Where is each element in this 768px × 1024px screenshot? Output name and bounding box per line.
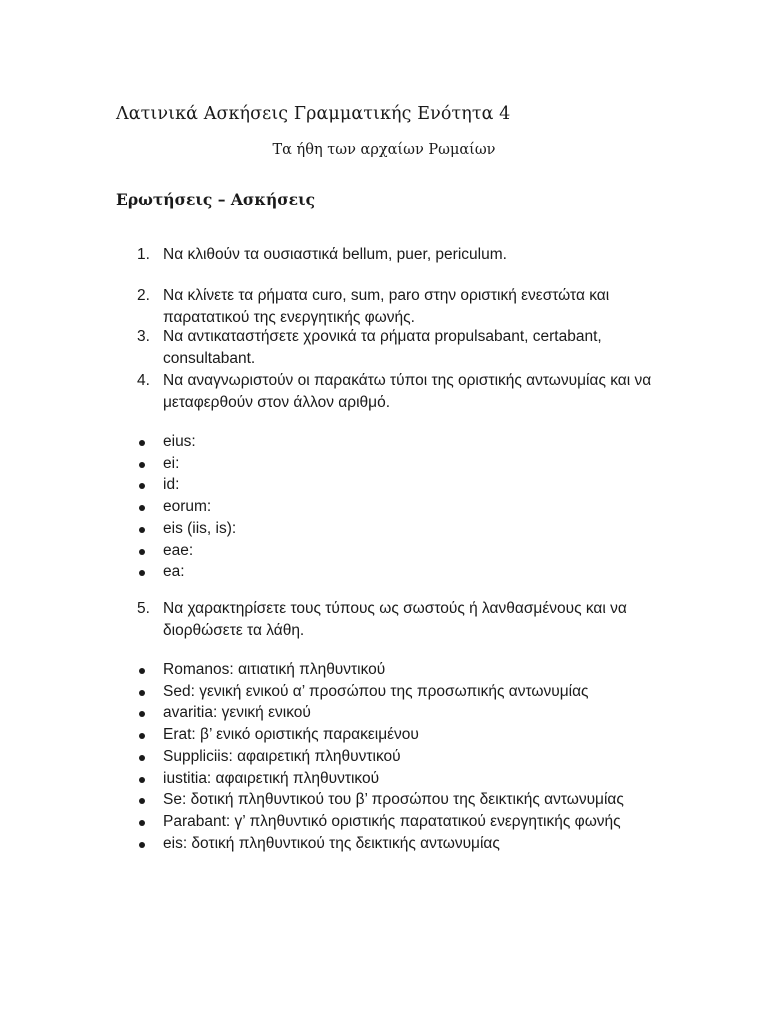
list-item: eorum: <box>137 496 697 518</box>
question-number: 3. <box>137 328 150 345</box>
question-number: 5. <box>137 600 150 617</box>
bullet-icon <box>139 505 145 511</box>
list-item: eis: δοτική πληθυντικού της δεικτικής αντωνυμίας <box>137 833 697 855</box>
list-item: eae: <box>137 540 697 562</box>
list-item: eis (iis, is): <box>137 518 697 540</box>
list-item: Romanos: αιτιατική πληθυντικού <box>137 659 697 681</box>
question-text: Να αναγνωριστούν οι παρακάτω τύποι της οριστικής αντωνυμίας και να μεταφερθούν στον άλλον αριθμό. <box>163 372 652 411</box>
document-title: Λατινικά Ασκήσεις Γραμματικής Ενότητα 4 <box>116 104 511 124</box>
list-item: avaritia: γενική ενικού <box>137 702 697 724</box>
bullet-icon <box>139 842 145 848</box>
question-text: Να κλίνετε τα ρήματα curo, sum, paro στην οριστική ενεστώτα και παρατατικού της ενεργητικής φωνής. <box>163 287 610 326</box>
question-item <box>137 244 697 266</box>
list-item: eius: <box>137 431 697 453</box>
bullet-icon <box>139 527 145 533</box>
bullet-icon <box>139 570 145 576</box>
list-item: id: <box>137 474 697 496</box>
list-item: ei: <box>137 453 697 475</box>
forms-list <box>137 431 697 583</box>
bullet-icon <box>139 690 145 696</box>
question-number: 1. <box>137 246 150 263</box>
question-item <box>137 598 697 642</box>
list-item: Sed: γενική ενικού α’ προσώπου της προσωπικής αντωνυμίας <box>137 681 697 703</box>
bullet-icon <box>139 798 145 804</box>
question-item <box>137 326 697 370</box>
bullet-icon <box>139 777 145 783</box>
question-text: Να χαρακτηρίσετε τους τύπους ως σωστούς ή λανθασμένους και να διορθώσετε τα λάθη. <box>163 600 627 639</box>
question-number: 4. <box>137 372 150 389</box>
list-item: Erat: β’ ενικό οριστικής παρακειμένου <box>137 724 697 746</box>
question-text: Να αντικαταστήσετε χρονικά τα ρήματα propulsabant, certabant, consultabant. <box>163 328 602 367</box>
list-item: Se: δοτική πληθυντικού του β’ προσώπου της δεικτικής αντωνυμίας <box>137 789 697 811</box>
bullet-icon <box>139 733 145 739</box>
question-text: Να κλιθούν τα ουσιαστικά bellum, puer, periculum. <box>163 246 507 263</box>
section-heading: Ερωτήσεις – Ασκήσεις <box>116 190 316 209</box>
bullet-icon <box>139 483 145 489</box>
bullet-icon <box>139 820 145 826</box>
corrections-list <box>137 659 697 854</box>
list-item: Suppliciis: αφαιρετική πληθυντικού <box>137 746 697 768</box>
question-number: 2. <box>137 287 150 304</box>
question-item <box>137 285 697 329</box>
list-item: Parabant: γ’ πληθυντικό οριστικής παρατατικού ενεργητικής φωνής <box>137 811 697 833</box>
document-subtitle: Τα ήθη των αρχαίων Ρωμαίων <box>272 142 496 158</box>
bullet-icon <box>139 711 145 717</box>
bullet-icon <box>139 440 145 446</box>
list-item: iustitia: αφαιρετική πληθυντικού <box>137 768 697 790</box>
question-item <box>137 370 697 414</box>
bullet-icon <box>139 668 145 674</box>
bullet-icon <box>139 462 145 468</box>
list-item: ea: <box>137 561 697 583</box>
bullet-icon <box>139 755 145 761</box>
bullet-icon <box>139 549 145 555</box>
